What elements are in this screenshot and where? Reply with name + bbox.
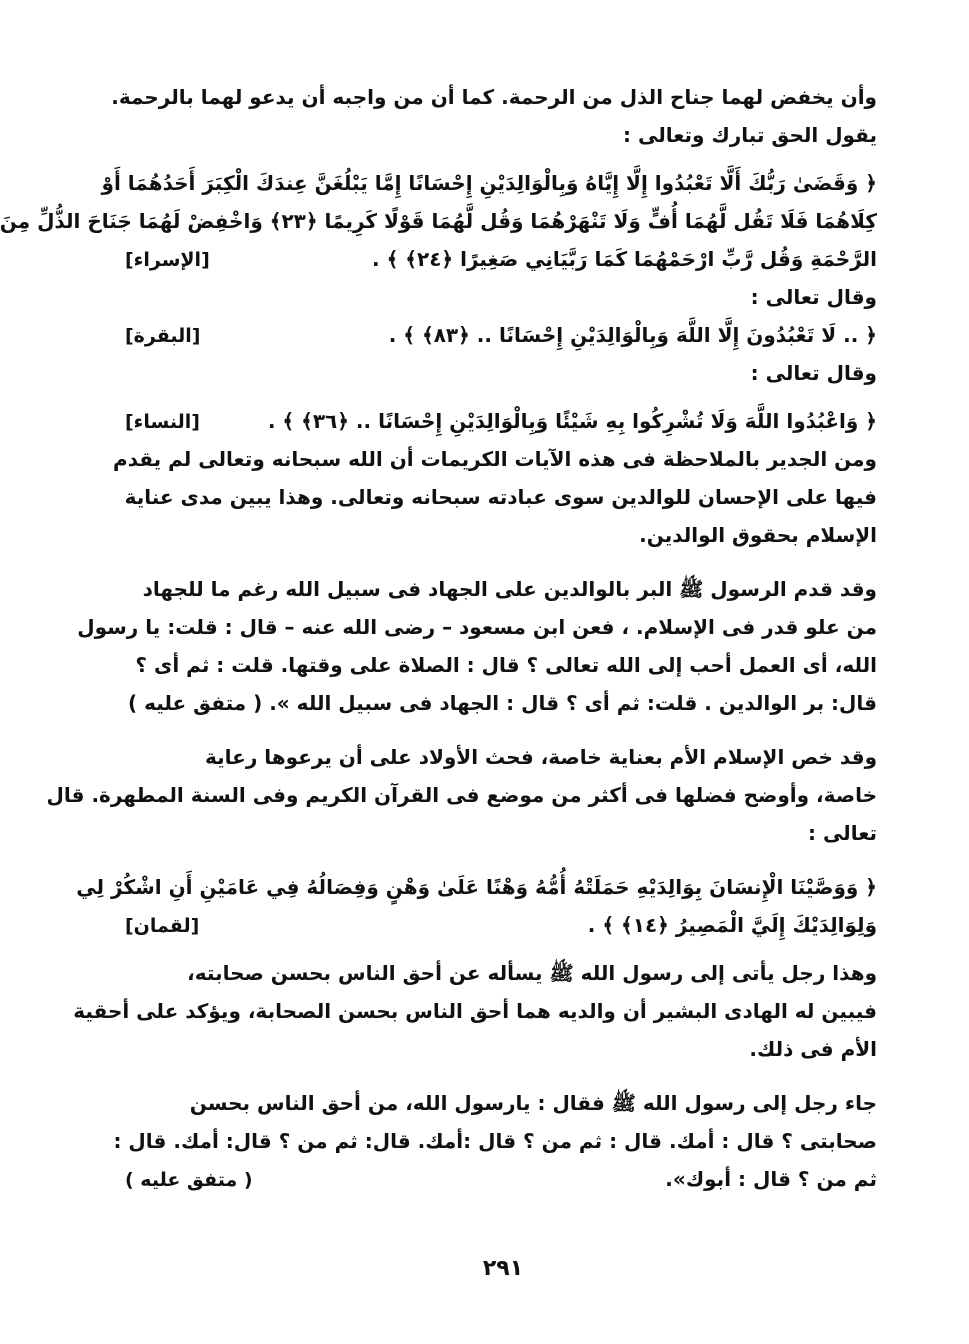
hadith-source: ( متفق عليه ) — [125, 1169, 253, 1191]
text-line: وقد قدم الرسول ﷺ البر بالوالدين على الجهاد فى سبيل الله رغم ما للجهاد — [142, 577, 877, 601]
verse-nisa: ﴿ وَاعْبُدُوا اللَّهَ وَلَا تُشْرِكُوا بِهِ شَيْئًا وَبِالْوَالِدَيْنِ إِحْسَانًا .. ﴿٣٦﴾ ﴾ . [النساء] — [125, 402, 877, 440]
text-line: صحابتى ؟ قال : أمك. قال : ثم من ؟ قال :أمك. قال: ثم من ؟ قال: أمك. قال : — [113, 1129, 877, 1153]
text-line: خاصة، وأوضح فضلها فى أكثر من موضع فى القرآن الكريم وفى السنة المطهرة. قال — [46, 783, 877, 807]
surah-reference: [النساء] — [125, 411, 200, 433]
text-line: تعالى : — [807, 821, 877, 845]
text-line: وقد خص الإسلام الأم بعناية خاصة، فحث الأولاد على أن يرعوها رعاية — [205, 745, 877, 769]
page-body — [0, 78, 877, 1318]
text-line: ومن الجدير بالملاحظة فى هذه الآيات الكريمات أن الله سبحانه وتعالى لم يقدم — [113, 447, 877, 471]
verse-line: ﴿ وَوَصَّيْنَا الْإِنسَانَ بِوَالِدَيْهِ حَمَلَتْهُ أُمُّهُ وَهْنًا عَلَىٰ وَهْنٍ وَفِصَالُهُ فِي عَامَيْنِ أَنِ اشْكُرْ لِي — [76, 875, 877, 899]
paragraph-intro — [111, 78, 877, 154]
text-line: يقول الحق تبارك وتعالى : — [623, 123, 877, 147]
text-line: جاء رجل إلى رسول الله ﷺ فقال : يارسول الله، من أحق الناس بحسن — [189, 1091, 877, 1115]
verse-luqman — [76, 868, 877, 944]
surah-reference: [البقرة] — [125, 325, 201, 347]
paragraph-mother — [46, 738, 877, 852]
paragraph-man — [73, 954, 877, 1068]
verse-line: ﴿ وَقَضَىٰ رَبُّكَ أَلَّا تَعْبُدُوا إِلَّا إِيَّاهُ وَبِالْوَالِدَيْنِ إِحْسَانًا إِمَّا يَبْلُغَنَّ عِندَكَ الْكِبَرَ أَحَدُهُمَا أَوْ — [101, 171, 877, 195]
surah-reference: [لقمان] — [125, 915, 200, 937]
qala-label: وقال تعالى : — [750, 285, 877, 309]
text-line: وأن يخفض لهما جناح الذل من الرحمة. كما أن من واجبه أن يدعو لهما بالرحمة. — [111, 85, 877, 109]
text-line: الإسلام بحقوق الوالدين. — [639, 523, 877, 547]
qala-label: وقال تعالى : — [750, 361, 877, 385]
text-line: فيبين له الهادى البشير أن والديه هما أحق الناس بحسن الصحابة، ويؤكد على أحقية — [73, 999, 877, 1023]
verse-line: وَلِوَالِدَيْكَ إِلَيَّ الْمَصِيرُ ﴿١٤﴾ ﴾ . [لقمان] — [125, 906, 877, 944]
text-line: من علو قدر فى الإسلام. ، فعن ابن مسعود – رضى الله عنه – قال : قلت: يا رسول — [77, 615, 877, 639]
text-line: فيها على الإحسان للوالدين سوى عبادته سبحانه وتعالى. وهذا يبين مدى عناية — [124, 485, 877, 509]
paragraph-hadith-mother — [113, 1084, 877, 1198]
verse-baqara: ﴿ .. لَا تَعْبُدُونَ إِلَّا اللَّهَ وَبِالْوَالِدَيْنِ إِحْسَانًا .. ﴿٨٣﴾ ﴾ . [البقرة] — [125, 316, 877, 354]
text-line: وهذا رجل يأتى إلى رسول الله ﷺ يسأله عن أحق الناس بحسن صحابته، — [187, 961, 877, 985]
text-line: ثم من ؟ قال : أبوك». ( متفق عليه ) — [125, 1160, 877, 1198]
page-number: ٢٩١ — [482, 1256, 524, 1281]
paragraph-worth — [113, 440, 877, 554]
text-line: قال: بر الوالدين . قلت: ثم أى ؟ قال : الجهاد فى سبيل الله ». ( متفق عليه ) — [127, 691, 877, 715]
text-line: الأم فى ذلك. — [749, 1037, 877, 1061]
verse-line: كِلَاهُمَا فَلَا تَقُل لَّهُمَا أُفٍّ وَلَا تَنْهَرْهُمَا وَقُل لَّهُمَا قَوْلًا كَرِيمًا ﴿٢٣﴾ وَاخْفِضْ لَهُمَا جَنَاحَ الذُّلِّ مِنَ — [0, 209, 877, 233]
verse-line: الرَّحْمَةِ وَقُل رَّبِّ ارْحَمْهُمَا كَمَا رَبَّيَانِي صَغِيرًا ﴿٢٤﴾ ﴾ . [الإسراء] — [125, 240, 877, 278]
verse-isra — [0, 164, 877, 278]
surah-reference: [الإسراء] — [125, 249, 210, 271]
text-line: الله، أى العمل أحب إلى الله تعالى ؟ قال : الصلاة على وقتها. قلت : ثم أى ؟ — [135, 653, 877, 677]
paragraph-hadith-jihad — [77, 570, 877, 722]
